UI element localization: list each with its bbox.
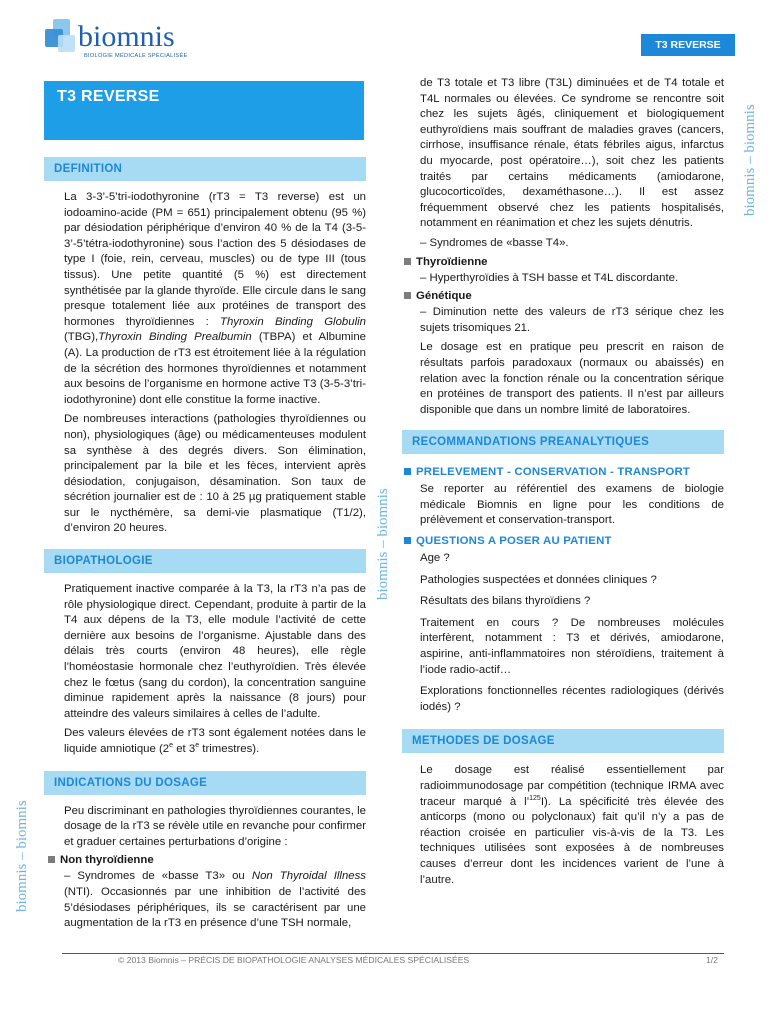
square-bullet-icon: [404, 468, 411, 475]
question-traitement: Traitement en cours ? De nombreuses molécules interfèrent, notamment : T3 et dérivés, amiodarone, aspirine, anti-inflammatoires non stéroïdiens, traitement à l’iode radio-actif…: [420, 616, 724, 676]
left-column: [44, 157, 366, 936]
non-thyroid-subheading: Non thyroïdienne: [48, 854, 366, 866]
definition-paragraph-2: De nombreuses interactions (pathologies thyroïdiennes ou non), physiologiques (âge) ou médicamenteuses modulent sa synthèse à des degrés divers. Son élimination, principalement par la bile et les fèces, intervient après désiodation, conjugaison, désamination. Son taux de sécrétion journalier est de : 10 à 25 µg pratiquement stable sur le nycthémère, sa demi-vie plasmatique (T1/2), d’environ 20 heures.: [64, 413, 366, 535]
definition-heading: DEFINITION: [44, 157, 366, 181]
indications-heading: INDICATIONS DU DOSAGE: [44, 771, 366, 795]
footer-rule: [62, 953, 724, 954]
definition-paragraph-1: La 3-3’-5’tri-iodothyronine (rT3 = T3 reverse) est un iodoamino-acide (PM = 651) principalement obtenu (95 %) par désiodation périphérique d’environ 40 % de la T4 (3-5-3’-5’tétra-iodothyronine) sous l’action des 5 désiodases de type I (foie, rein, cerveau, muscles) ou de type III (tous tissus). Une petite quantité (5 %) est directement synthétisée par la glande thyroïde. Elle circule dans le sang presque totalement liée aux protéines de transport des hormones thyroïdiennes : Thyroxin Binding Globulin (TBG),Thyroxin Binding Prealbumin (TBPA) et Albumine (A). La production de rT3 est étroitement liée à la régulation de la sécrétion des hormones thyroïdiennes et notamment aux besoins de l’organisme en hormone active T3 (3-5-3’tri-iodothyronine) dont elle constitue la forme inactive.: [64, 191, 366, 406]
side-watermark-left: biomnis – biomnis: [14, 800, 30, 912]
logo-tagline: BIOLOGIE MÉDICALE SPÉCIALISÉE: [84, 53, 188, 59]
page-title: T3 REVERSE: [57, 88, 160, 105]
preanalytic-heading: RECOMMANDATIONS PREANALYTIQUES: [402, 430, 724, 454]
title-box: [44, 81, 364, 140]
genetic-text: – Diminution nette des valeurs de rT3 sérique chez les sujets trisomiques 21.: [420, 306, 724, 334]
footer-text: © 2013 Biomnis – PRÉCIS DE BIOPATHOLOGIE ANALYSES MÉDICALES SPÉCIALISÉES: [118, 955, 470, 965]
square-bullet-icon: [404, 537, 411, 544]
logo: [44, 18, 204, 63]
questions-subheading: QUESTIONS A POSER AU PATIENT: [404, 535, 724, 547]
indications-conclusion: Le dosage est en pratique peu prescrit en raison de résultats parfois paradoxaux (normaux ou abaissés) en relation avec la fonction rénale ou la concentration sérique en protéines de transport des patients. Il n’est par ailleurs disponible que dans un nombre limité de laboratoires.: [420, 341, 724, 416]
header-tag: T3 REVERSE: [641, 34, 735, 56]
question-explorations: Explorations fonctionnelles récentes radiologiques (dérivés iodés) ?: [420, 685, 724, 713]
non-thyroid-paragraph: – Syndromes de «basse T3» ou Non Thyroidal Illness (NTI). Occasionnés par une inhibition de l’activité des 5’désiodases périphériques, ils se caractérisent par une augmentation de la rT3 en présence d’une TSH normale,: [64, 870, 367, 930]
non-thyroid-tail: de T3 totale et T3 libre (T3L) diminuées et de T4 totale et T4L normales ou élevées. Ce syndrome se rencontre soit chez les sujets âgés, cliniquement et biologiquement euthyroïdiens mais souffrant de maladies graves (cancers, cirrhose, insuffisance rénale, états fébriles aigus, infarctus du myocarde, post opératoire…), soit chez les patients traités par certains médicaments (amiodarone, glucocorticoïdes, dexaméthasone…). Il est assez fréquemment observé chez les patients hospitalisés, notamment en réanimation et chez les sujets dénutris.: [420, 77, 724, 230]
methodes-heading: METHODES DE DOSAGE: [402, 729, 724, 753]
basse-t4-line: – Syndromes de «basse T4».: [420, 236, 569, 249]
biopathologie-paragraph-1: Pratiquement inactive comparée à la T3, la rT3 n’a pas de rôle physiologique direct. Cependant, produite à partir de la T4 aux dépens de la T3, elle module l’activité de cette dernière aux besoins de l’organisme. Ajustable dans des délais très courts (environ 48 heures), elle règle l’homéostasie hormonale chez l’euthyroïdien. Très élevée chez le fœtus (sang du cordon), la concentration sanguine diminue rapidement après la naissance (8 jours) pour atteindre des valeurs similaires à celles de l’adulte.: [64, 583, 366, 720]
page-number: 1/2: [706, 955, 718, 965]
biopathologie-paragraph-2: Des valeurs élevées de rT3 sont également notées dans le liquide amniotique (2e et 3e trimestres).: [64, 727, 366, 755]
prelevement-text: Se reporter au référentiel des examens de biologie médicale Biomnis en ligne pour les conditions de prélèvement et conservation-transport.: [420, 483, 724, 527]
logo-name: biomnis: [78, 20, 175, 53]
side-watermark-middle: biomnis – biomnis: [375, 488, 391, 600]
thyroid-text: – Hyperthyroïdies à TSH basse et T4L discordante.: [420, 271, 679, 284]
question-bilans: Résultats des bilans thyroïdiens ?: [420, 595, 591, 608]
biopathologie-heading: BIOPATHOLOGIE: [44, 549, 366, 573]
square-bullet-icon: [48, 856, 55, 863]
prelevement-subheading: PRELEVEMENT - CONSERVATION - TRANSPORT: [404, 466, 724, 478]
methodes-text: Le dosage est réalisé essentiellement par radioimmunodosage par compétition (technique IRMA avec traceur marqué à l’$^{125}$I). La spécificité très élevée des anticorps (mono ou polyclonaux) fait qu’il n’y a pas de réaction croisée en particulier vis-à-vis de la T3. Les techniques utilisées sont exposées à de nombreuses causes d’erreur dont les incidences varient de l’une à l’autre.: [420, 764, 724, 886]
thyroid-subheading: Thyroïdienne: [404, 256, 724, 268]
question-pathologies: Pathologies suspectées et données cliniques ?: [420, 573, 657, 586]
question-age: Age ?: [420, 552, 450, 565]
genetic-subheading: Génétique: [404, 290, 724, 302]
side-watermark-right: biomnis – biomnis: [742, 104, 758, 216]
square-bullet-icon: [404, 258, 411, 265]
right-flow: [402, 76, 724, 892]
indications-continued: [402, 76, 724, 418]
square-bullet-icon: [404, 292, 411, 299]
logo-icon: [44, 18, 78, 56]
indications-paragraph: Peu discriminant en pathologies thyroïdiennes courantes, le dosage de la rT3 se révèle utile en revanche pour confirmer et graduer certaines perturbations d’origine :: [64, 804, 366, 848]
